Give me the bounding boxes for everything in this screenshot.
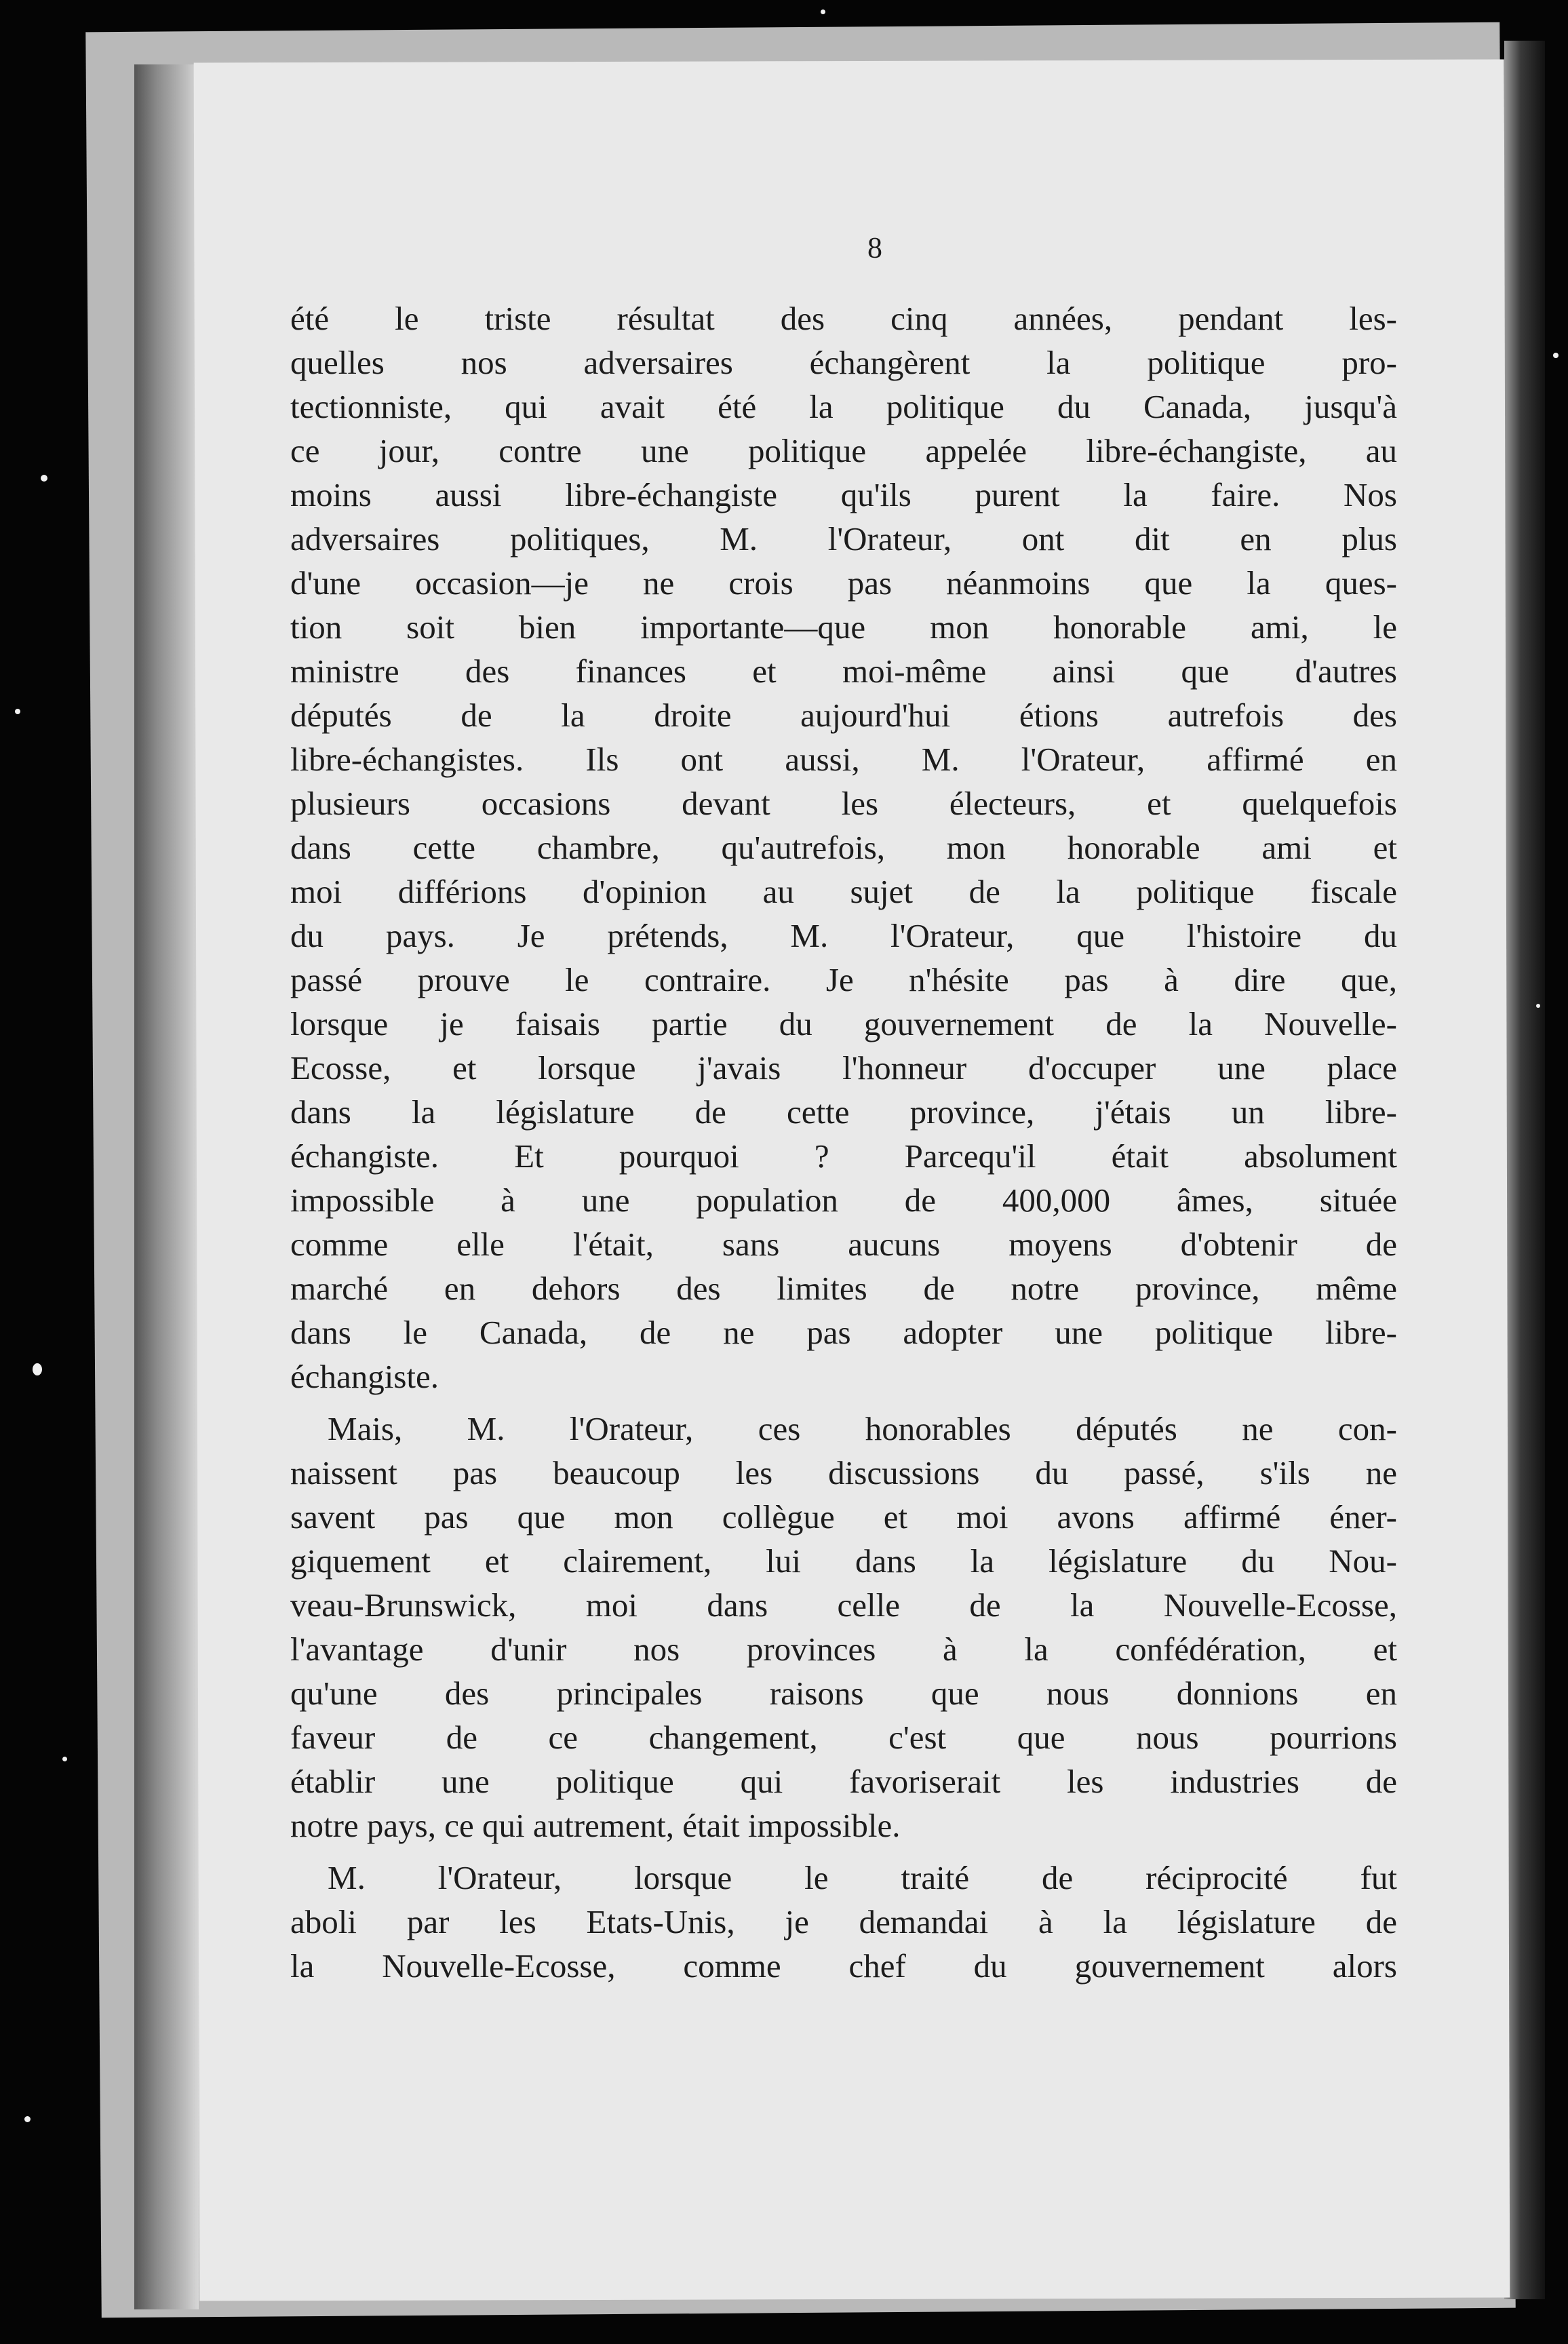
text-line: moi différions d'opinion au sujet de la politique fiscale — [290, 873, 1397, 910]
text-line: comme elle l'était, sans aucuns moyens d'obtenir de — [290, 1226, 1397, 1263]
text-line: M. l'Orateur, lorsque le traité de réciprocité fut — [328, 1859, 1397, 1896]
text-line: échangiste. Et pourquoi ? Parcequ'il était absolument — [290, 1137, 1397, 1175]
text-line: moins aussi libre-échangiste qu'ils purent la faire. Nos — [290, 476, 1397, 513]
text-line: qu'une des principales raisons que nous donnions en — [290, 1675, 1397, 1712]
film-speck — [1536, 1004, 1540, 1008]
text-line: dans le Canada, de ne pas adopter une politique libre- — [290, 1314, 1397, 1351]
text-line: lorsque je faisais partie du gouvernement de la Nouvelle- — [290, 1005, 1397, 1042]
text-line: ce jour, contre une politique appelée libre-échangiste, au — [290, 432, 1397, 469]
text-line: été le triste résultat des cinq années, pendant les- — [290, 300, 1397, 337]
text-line: Mais, M. l'Orateur, ces honorables députés ne con- — [328, 1410, 1397, 1447]
text-line: faveur de ce changement, c'est que nous pourrions — [290, 1719, 1397, 1756]
text-line: tectionniste, qui avait été la politique du Canada, jusqu'à — [290, 388, 1397, 425]
text-line: du pays. Je prétends, M. l'Orateur, que l'histoire du — [290, 917, 1397, 954]
film-speck — [33, 1363, 42, 1375]
text-line: Ecosse, et lorsque j'avais l'honneur d'occuper une place — [290, 1049, 1397, 1087]
text-line: naissent pas beaucoup les discussions du passé, s'ils ne — [290, 1454, 1397, 1491]
text-line: plusieurs occasions devant les électeurs, et quelquefois — [290, 785, 1397, 822]
text-line: établir une politique qui favoriserait les industries de — [290, 1763, 1397, 1800]
film-speck — [41, 475, 47, 482]
film-speck — [24, 2116, 31, 2122]
text-line: d'une occasion—je ne crois pas néanmoins que la ques- — [290, 564, 1397, 602]
text-line: dans la législature de cette province, j'étais un libre- — [290, 1093, 1397, 1131]
book-fore-edge — [1504, 41, 1545, 2299]
paragraph-3 — [290, 1856, 1397, 1988]
page-number: 8 — [867, 231, 882, 265]
paragraph-2 — [290, 1407, 1397, 1848]
text-line: l'avantage d'unir nos provinces à la confédération, et — [290, 1630, 1397, 1668]
text-line: veau-Brunswick, moi dans celle de la Nouvelle-Ecosse, — [290, 1586, 1397, 1624]
text-line: libre-échangistes. Ils ont aussi, M. l'Orateur, affirmé en — [290, 741, 1397, 778]
text-line: savent pas que mon collègue et moi avons affirmé éner- — [290, 1498, 1397, 1536]
film-speck — [821, 9, 825, 14]
text-line: quelles nos adversaires échangèrent la politique pro- — [290, 344, 1397, 381]
text-line: aboli par les Etats-Unis, je demandai à la législature de — [290, 1903, 1397, 1940]
text-line: tion soit bien importante—que mon honorable ami, le — [290, 608, 1397, 646]
text-line: députés de la droite aujourd'hui étions autrefois des — [290, 697, 1397, 734]
text-line: notre pays, ce qui autrement, était impossible. — [290, 1807, 901, 1844]
film-speck — [15, 709, 20, 714]
text-line: dans cette chambre, qu'autrefois, mon honorable ami et — [290, 829, 1397, 866]
text-line: impossible à une population de 400,000 âmes, située — [290, 1181, 1397, 1219]
text-line: adversaires politiques, M. l'Orateur, ont dit en plus — [290, 520, 1397, 558]
text-line: échangiste. — [290, 1358, 439, 1395]
text-line: giquement et clairement, lui dans la législature du Nou- — [290, 1542, 1397, 1580]
paragraph-1 — [290, 296, 1397, 1399]
film-speck — [1553, 353, 1559, 358]
text-line: la Nouvelle-Ecosse, comme chef du gouvernement alors — [290, 1947, 1397, 1985]
text-line: passé prouve le contraire. Je n'hésite pas à dire que, — [290, 961, 1397, 998]
text-line: marché en dehors des limites de notre province, même — [290, 1270, 1397, 1307]
text-line: ministre des finances et moi-même ainsi que d'autres — [290, 652, 1397, 690]
film-speck — [62, 1757, 67, 1761]
book-spine-edge — [134, 64, 199, 2309]
body-text — [290, 296, 1397, 1988]
